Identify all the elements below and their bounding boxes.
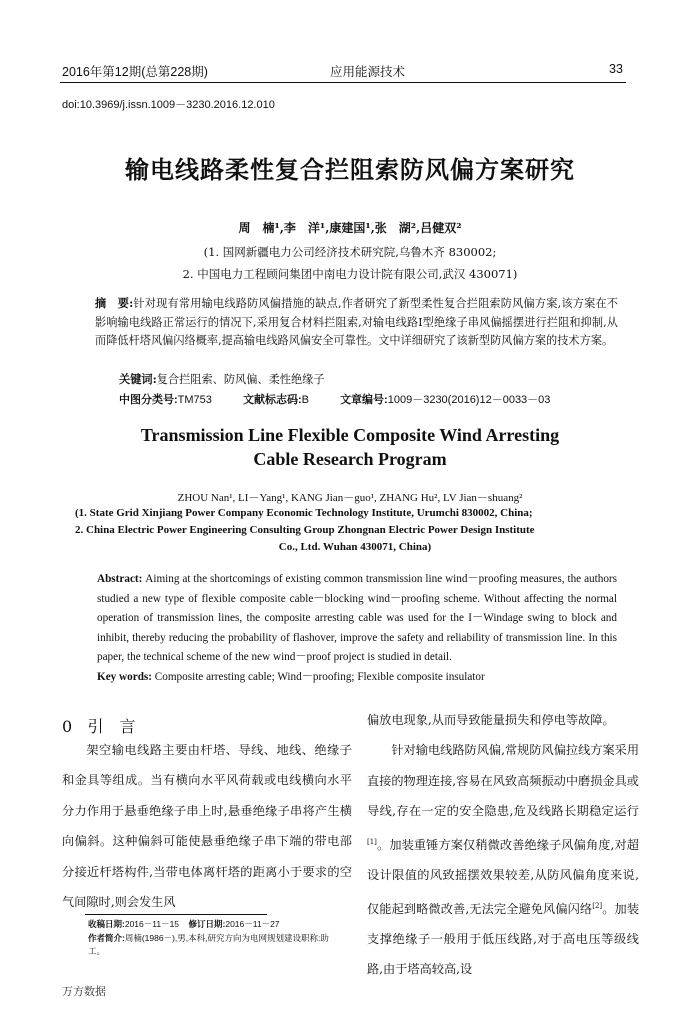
affiliation-cn-1: (1. 国网新疆电力公司经济技术研究院,乌鲁木齐 830002; (203, 245, 497, 259)
citation-ref-1: [1] (367, 837, 377, 846)
title-en-line-1: Transmission Line Flexible Composite Wind Arresting (140, 425, 560, 445)
page-number: 33 (609, 62, 623, 76)
footnote-author-bio: 作者简介:周楠(1986－),男,本科,研究方向为电网规划建设职称:助工。 (88, 933, 329, 956)
classification-line (119, 391, 578, 407)
clc-value: TM753 (177, 394, 212, 406)
running-header-issue: 2016年第12期(总第228期) (62, 65, 208, 79)
abstract-cn (95, 294, 618, 351)
affiliation-en-2: 2. China Electric Power Engineering Consulting Group Zhongnan Electric Power Design Institute (75, 524, 535, 536)
abstract-en-label: Abstract: (97, 573, 143, 585)
article-no-value: 1009－3230(2016)12－0033－03 (387, 394, 551, 406)
abstract-cn-label: 摘 要: (95, 296, 134, 310)
header-rule (60, 82, 626, 83)
abstract-cn-text: 针对现有常用输电线路防风偏措施的缺点,作者研究了新型柔性复合拦阻索防风偏方案,该方案在不影响输电线路正常运行的情况下,采用复合材料拦阻索,对输电线路I型绝缘子串风偏摇摆进行拦阻和抑制,从而降低杆塔风偏闪络概率,提高输电线路风偏安全可靠性。文中详细研究了该新型防风偏方案的技术方案。 (95, 297, 618, 347)
right-column-paragraph: 针对输电线路防风偏,常规防风偏拉线方案采用直接的物理连接,容易在风致高频振动中磨损金具或导线,存在一定的安全隐患,危及线路长期稳定运行[1]。加装重锤方案仅稍微改善绝缘子风偏角度,对超设计限值的风致摇摆效果较差,从防风偏角度来说,仅能起到略微改善,无法完全避免风偏闪络[2]。加装支撑绝缘子一般用于低压线路,对于高电压等级线路,由于塔高较高,设 (367, 743, 640, 977)
page-title-cn: 输电线路柔性复合拦阻索防风偏方案研究 (125, 155, 575, 184)
affiliation-cn-2: 2. 中国电力工程顾问集团中南电力设计院有限公司,武汉 430071) (182, 267, 518, 281)
affiliation-en-3: Co., Ltd. Wuhan 430071, China) (278, 541, 432, 553)
keywords-cn-label: 关键词: (119, 372, 157, 386)
section-number: 0 (62, 717, 73, 736)
right-column-continuation: 偏放电现象,从而导致能量损失和停电等故障。 (367, 713, 615, 727)
title-en-line-2: Cable Research Program (253, 449, 447, 469)
page-title-en (0, 423, 700, 471)
doc-code-label: 文献标志码: (242, 394, 302, 406)
authors-cn: 周 楠¹,李 洋¹,康建国¹,张 湖²,吕健双² (238, 221, 462, 235)
citation-ref-2: [2] (592, 901, 603, 910)
clc-label: 中图分类号: (119, 394, 178, 406)
doc-code-value: B (301, 394, 309, 406)
running-header-journal: 应用能源技术 (330, 65, 406, 79)
doi: doi:10.3969/j.issn.1009－3230.2016.12.010 (62, 99, 275, 111)
affiliation-en-1: (1. State Grid Xinjiang Power Company Economic Technology Institute, Urumchi 830002, China; (75, 507, 533, 519)
footnote-rule (85, 914, 267, 915)
article-no-label: 文章编号: (340, 394, 388, 406)
right-column (367, 705, 639, 985)
keywords-cn-text: 复合拦阻索、防风偏、柔性绝缘子 (156, 373, 325, 386)
keywords-cn (119, 371, 325, 387)
abstract-en (97, 570, 617, 687)
section-title: 引 言 (87, 717, 136, 736)
keywords-en-label: Key words: (97, 670, 152, 683)
footnote-dates: 收稿日期:2016－11－15 修订日期:2016－11－27 (88, 919, 280, 929)
abstract-en-text: Aiming at the shortcomings of existing common transmission line wind－proofing measures, the authors studied a new type of flexible composite cable－blocking wind－proofing scheme. Without affecting the normal operation of transmission lines, the composite arresting cable was used for the I－Windage swing to block and inhibit, thereby reducing the probability of flashover, improve the safety and reliability of transmission line. In this paper, the technical scheme of the new wind－proof project is studied in detail. (97, 573, 618, 663)
footer-watermark: 万方数据 (62, 986, 106, 998)
keywords-en-text: Composite arresting cable; Wind－proofing; Flexible composite insulator (154, 670, 485, 683)
left-column (62, 735, 352, 917)
section-heading (62, 714, 135, 737)
authors-en: ZHOU Nan¹, LI－Yang¹, KANG Jian－guo¹, ZHANG Hu², LV Jian－shuang² (177, 492, 523, 504)
left-column-paragraph: 架空输电线路主要由杆塔、导线、地线、绝缘子和金具等组成。当有横向水平风荷载或电线横向水平分力作用于悬垂绝缘子串上时,悬垂绝缘子串将产生横向偏斜。这种偏斜可能使悬垂绝缘子串下端的带电部分接近杆塔构件,当带电体离杆塔的距离小于要求的空气间隙时,则会发生风 (62, 743, 352, 910)
